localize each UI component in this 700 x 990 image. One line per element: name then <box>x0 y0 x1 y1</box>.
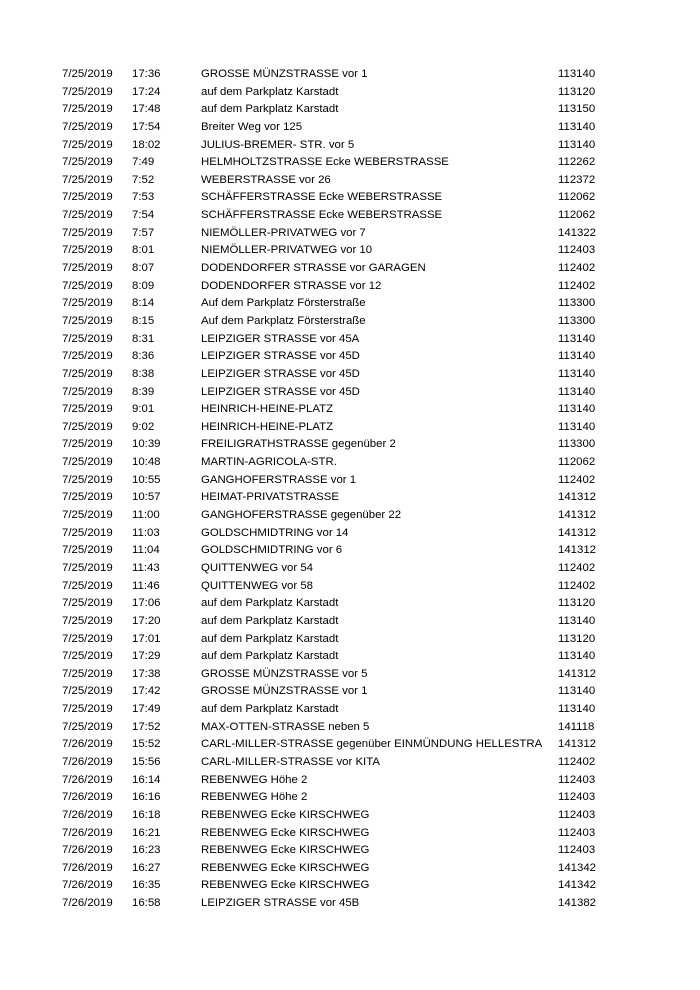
time-cell: 8:09 <box>132 279 155 292</box>
time-cell: 17:24 <box>132 85 161 98</box>
time-cell: 17:54 <box>132 120 161 133</box>
date-cell: 7/26/2019 <box>62 808 113 821</box>
time-cell: 16:23 <box>132 844 161 857</box>
time-cell: 8:14 <box>132 297 155 310</box>
time-cell: 8:39 <box>132 385 155 398</box>
location-cell: LEIPZIGER STRASSE vor 45B <box>201 897 360 910</box>
code-cell: 112403 <box>558 826 596 839</box>
time-cell: 17:52 <box>132 720 161 733</box>
date-cell: 7/26/2019 <box>62 791 113 804</box>
code-cell: 113120 <box>558 632 596 645</box>
code-cell: 113140 <box>558 385 596 398</box>
code-cell: 141342 <box>558 879 597 892</box>
time-cell: 7:54 <box>132 209 155 222</box>
time-cell: 16:35 <box>132 879 161 892</box>
code-cell: 141312 <box>558 738 597 751</box>
time-cell: 17:36 <box>132 68 161 80</box>
date-cell: 7/26/2019 <box>62 755 113 768</box>
code-cell: 113140 <box>558 420 596 433</box>
location-cell: LEIPZIGER STRASSE vor 45D <box>201 367 360 380</box>
location-cell: Auf dem Parkplatz Försterstraße <box>201 297 366 310</box>
location-cell: auf dem Parkplatz Karstadt <box>201 650 339 663</box>
location-cell: MAX-OTTEN-STRASSE neben 5 <box>201 720 370 733</box>
date-cell: 7/25/2019 <box>62 650 113 663</box>
location-cell: GANGHOFERSTRASSE vor 1 <box>201 473 357 486</box>
location-cell: REBENWEG Ecke KIRSCHWEG <box>201 879 370 892</box>
location-cell: FREILIGRATHSTRASSE gegenüber 2 <box>201 438 396 451</box>
location-cell: MARTIN-AGRICOLA-STR. <box>201 456 337 469</box>
date-cell: 7/25/2019 <box>62 138 113 151</box>
date-cell: 7/25/2019 <box>62 526 113 539</box>
code-cell: 112062 <box>558 191 596 204</box>
location-cell: LEIPZIGER STRASSE vor 45D <box>201 385 360 398</box>
location-cell: Breiter Weg vor 125 <box>201 120 303 133</box>
code-cell: 112402 <box>558 561 596 574</box>
code-cell: 113150 <box>558 103 596 116</box>
code-cell: 112402 <box>558 279 596 292</box>
code-cell: 112402 <box>558 579 596 592</box>
time-cell: 8:36 <box>132 350 155 363</box>
code-cell: 113140 <box>558 650 596 663</box>
time-cell: 8:38 <box>132 367 155 380</box>
time-cell: 8:01 <box>132 244 155 257</box>
date-cell: 7/25/2019 <box>62 420 113 433</box>
date-cell: 7/25/2019 <box>62 509 113 522</box>
location-cell: auf dem Parkplatz Karstadt <box>201 703 339 716</box>
location-cell: GOLDSCHMIDTRING vor 14 <box>201 526 349 539</box>
location-cell: CARL-MILLER-STRASSE gegenüber EINMÜNDUNG HELLESTRA <box>201 738 543 751</box>
code-cell: 141322 <box>558 226 597 239</box>
time-cell: 11:04 <box>132 544 160 557</box>
location-cell: auf dem Parkplatz Karstadt <box>201 103 339 116</box>
date-cell: 7/25/2019 <box>62 685 113 698</box>
code-cell: 112402 <box>558 755 596 768</box>
date-cell: 7/26/2019 <box>62 861 113 874</box>
time-cell: 10:55 <box>132 473 161 486</box>
location-cell: LEIPZIGER STRASSE vor 45D <box>201 350 360 363</box>
location-cell: auf dem Parkplatz Karstadt <box>201 614 339 627</box>
date-cell: 7/26/2019 <box>62 826 113 839</box>
code-cell: 141312 <box>558 509 597 522</box>
location-cell: CARL-MILLER-STRASSE vor KITA <box>201 755 380 768</box>
code-cell: 113140 <box>558 68 596 80</box>
date-cell: 7/25/2019 <box>62 597 113 610</box>
time-cell: 15:52 <box>132 738 161 751</box>
time-cell: 8:31 <box>132 332 155 345</box>
location-cell: HEINRICH-HEINE-PLATZ <box>201 420 334 433</box>
time-cell: 17:20 <box>132 614 161 627</box>
location-cell: JULIUS-BREMER- STR. vor 5 <box>201 138 355 151</box>
date-cell: 7/25/2019 <box>62 703 113 716</box>
date-cell: 7/25/2019 <box>62 279 113 292</box>
date-cell: 7/25/2019 <box>62 367 113 380</box>
location-cell: HEIMAT-PRIVATSTRASSE <box>201 491 339 504</box>
code-cell: 113140 <box>558 703 596 716</box>
code-cell: 113120 <box>558 597 596 610</box>
code-cell: 113140 <box>558 614 596 627</box>
time-cell: 18:02 <box>132 138 161 151</box>
time-cell: 16:21 <box>132 826 161 839</box>
time-cell: 11:03 <box>132 526 160 539</box>
code-cell: 113140 <box>558 120 596 133</box>
date-cell: 7/25/2019 <box>62 438 113 451</box>
time-cell: 16:18 <box>132 808 161 821</box>
code-cell: 112062 <box>558 209 596 222</box>
location-cell: SCHÄFFERSTRASSE Ecke WEBERSTRASSE <box>201 191 443 204</box>
date-cell: 7/25/2019 <box>62 544 113 557</box>
date-cell: 7/25/2019 <box>62 209 113 222</box>
date-cell: 7/25/2019 <box>62 191 113 204</box>
date-cell: 7/26/2019 <box>62 738 113 751</box>
time-cell: 11:46 <box>132 579 160 592</box>
time-cell: 10:48 <box>132 456 161 469</box>
code-cell: 113300 <box>558 314 596 327</box>
date-cell: 7/25/2019 <box>62 332 113 345</box>
date-cell: 7/25/2019 <box>62 491 113 504</box>
location-cell: REBENWEG Ecke KIRSCHWEG <box>201 844 370 857</box>
date-cell: 7/25/2019 <box>62 173 113 186</box>
location-cell: REBENWEG Ecke KIRSCHWEG <box>201 861 370 874</box>
date-cell: 7/25/2019 <box>62 314 113 327</box>
time-cell: 7:52 <box>132 173 155 186</box>
date-cell: 7/25/2019 <box>62 350 113 363</box>
code-cell: 141342 <box>558 861 597 874</box>
location-cell: GROSSE MÜNZSTRASSE vor 1 <box>201 68 368 80</box>
code-cell: 112403 <box>558 244 596 257</box>
location-cell: LEIPZIGER STRASSE vor 45A <box>201 332 360 345</box>
location-cell: WEBERSTRASSE vor 26 <box>201 173 331 186</box>
location-cell: GOLDSCHMIDTRING vor 6 <box>201 544 343 557</box>
code-cell: 113140 <box>558 403 596 416</box>
date-cell: 7/25/2019 <box>62 667 113 680</box>
location-cell: QUITTENWEG vor 54 <box>201 561 314 574</box>
date-cell: 7/25/2019 <box>62 473 113 486</box>
location-cell: GROSSE MÜNZSTRASSE vor 1 <box>201 685 368 698</box>
date-cell: 7/25/2019 <box>62 614 113 627</box>
time-cell: 7:57 <box>132 226 155 239</box>
code-cell: 141312 <box>558 544 597 557</box>
code-cell: 141312 <box>558 491 597 504</box>
location-cell: auf dem Parkplatz Karstadt <box>201 597 339 610</box>
location-cell: REBENWEG Höhe 2 <box>201 773 308 786</box>
code-cell: 112403 <box>558 773 596 786</box>
time-cell: 11:43 <box>132 561 160 574</box>
code-cell: 112403 <box>558 844 596 857</box>
code-cell: 113140 <box>558 367 596 380</box>
location-cell: NIEMÖLLER-PRIVATWEG vor 10 <box>201 244 373 257</box>
code-cell: 113140 <box>558 332 596 345</box>
time-cell: 16:14 <box>132 773 161 786</box>
time-cell: 17:06 <box>132 597 161 610</box>
location-cell: Auf dem Parkplatz Försterstraße <box>201 314 366 327</box>
time-cell: 17:29 <box>132 650 161 663</box>
location-cell: REBENWEG Ecke KIRSCHWEG <box>201 808 370 821</box>
location-cell: DODENDORFER STRASSE vor GARAGEN <box>201 262 426 275</box>
location-cell: NIEMÖLLER-PRIVATWEG vor 7 <box>201 226 366 239</box>
code-cell: 141118 <box>558 720 595 733</box>
date-cell: 7/25/2019 <box>62 632 113 645</box>
code-cell: 112262 <box>558 156 596 169</box>
code-cell: 141382 <box>558 897 597 910</box>
location-cell: HELMHOLTZSTRASSE Ecke WEBERSTRASSE <box>201 156 449 169</box>
time-cell: 17:42 <box>132 685 161 698</box>
date-cell: 7/26/2019 <box>62 879 113 892</box>
date-cell: 7/25/2019 <box>62 120 113 133</box>
code-cell: 112062 <box>558 456 596 469</box>
code-cell: 112402 <box>558 262 596 275</box>
date-cell: 7/25/2019 <box>62 226 113 239</box>
time-cell: 10:39 <box>132 438 161 451</box>
code-cell: 113120 <box>558 85 596 98</box>
date-cell: 7/25/2019 <box>62 297 113 310</box>
location-cell: REBENWEG Ecke KIRSCHWEG <box>201 826 370 839</box>
location-cell: GROSSE MÜNZSTRASSE vor 5 <box>201 667 368 680</box>
date-cell: 7/25/2019 <box>62 403 113 416</box>
time-cell: 9:01 <box>132 403 155 416</box>
date-cell: 7/25/2019 <box>62 68 113 80</box>
date-cell: 7/25/2019 <box>62 579 113 592</box>
location-cell: QUITTENWEG vor 58 <box>201 579 314 592</box>
location-cell: SCHÄFFERSTRASSE Ecke WEBERSTRASSE <box>201 209 443 222</box>
code-cell: 141312 <box>558 667 597 680</box>
time-cell: 17:49 <box>132 703 161 716</box>
code-cell: 112403 <box>558 791 596 804</box>
time-cell: 8:15 <box>132 314 155 327</box>
code-cell: 141312 <box>558 526 597 539</box>
date-cell: 7/25/2019 <box>62 385 113 398</box>
date-cell: 7/25/2019 <box>62 85 113 98</box>
code-cell: 112372 <box>558 173 596 186</box>
location-cell: REBENWEG Höhe 2 <box>201 791 308 804</box>
date-cell: 7/25/2019 <box>62 561 113 574</box>
code-cell: 112403 <box>558 808 596 821</box>
code-cell: 113300 <box>558 438 596 451</box>
location-cell: auf dem Parkplatz Karstadt <box>201 632 339 645</box>
code-cell: 112402 <box>558 473 596 486</box>
time-cell: 7:53 <box>132 191 155 204</box>
time-cell: 17:48 <box>132 103 161 116</box>
time-cell: 16:58 <box>132 897 161 910</box>
location-cell: DODENDORFER STRASSE vor 12 <box>201 279 382 292</box>
time-cell: 16:16 <box>132 791 161 804</box>
date-cell: 7/25/2019 <box>62 720 113 733</box>
date-cell: 7/26/2019 <box>62 897 113 910</box>
date-cell: 7/25/2019 <box>62 244 113 257</box>
date-cell: 7/25/2019 <box>62 456 113 469</box>
time-cell: 7:49 <box>132 156 155 169</box>
location-cell: auf dem Parkplatz Karstadt <box>201 85 339 98</box>
time-cell: 17:01 <box>132 632 161 645</box>
time-cell: 15:56 <box>132 755 161 768</box>
code-cell: 113140 <box>558 685 596 698</box>
location-cell: GANGHOFERSTRASSE gegenüber 22 <box>201 509 402 522</box>
time-cell: 8:07 <box>132 262 155 275</box>
time-cell: 10:57 <box>132 491 161 504</box>
time-cell: 9:02 <box>132 420 155 433</box>
code-cell: 113300 <box>558 297 596 310</box>
time-cell: 16:27 <box>132 861 161 874</box>
date-cell: 7/26/2019 <box>62 844 113 857</box>
code-cell: 113140 <box>558 138 596 151</box>
time-cell: 11:00 <box>132 509 160 522</box>
date-cell: 7/25/2019 <box>62 103 113 116</box>
location-cell: HEINRICH-HEINE-PLATZ <box>201 403 334 416</box>
code-cell: 113140 <box>558 350 596 363</box>
date-cell: 7/25/2019 <box>62 156 113 169</box>
date-cell: 7/25/2019 <box>62 262 113 275</box>
date-cell: 7/26/2019 <box>62 773 113 786</box>
time-cell: 17:38 <box>132 667 161 680</box>
